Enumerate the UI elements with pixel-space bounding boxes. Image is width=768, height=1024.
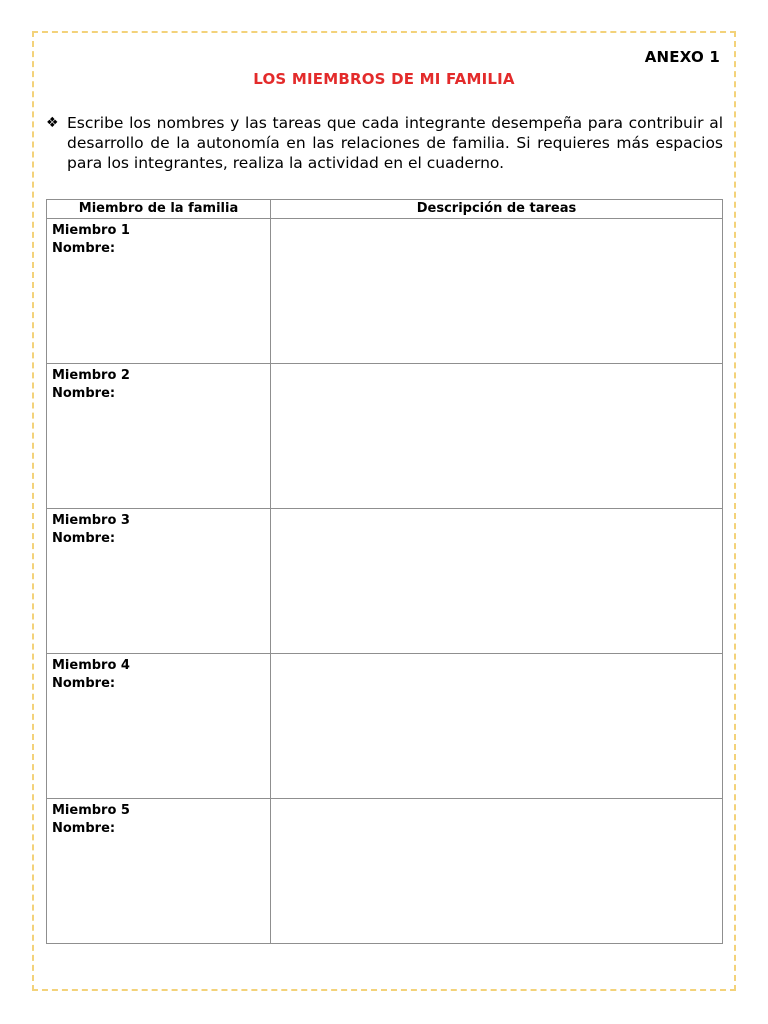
table-row xyxy=(47,509,723,654)
member-label: Miembro 4 xyxy=(52,658,130,673)
member-cell[interactable] xyxy=(47,364,271,509)
member-cell[interactable] xyxy=(47,219,271,364)
name-label: Nombre: xyxy=(52,531,116,546)
header-description: Descripción de tareas xyxy=(271,200,723,219)
member-cell[interactable] xyxy=(47,509,271,654)
member-cell[interactable] xyxy=(47,654,271,799)
annex-label: ANEXO 1 xyxy=(644,48,720,66)
member-label: Miembro 3 xyxy=(52,513,130,528)
description-cell[interactable] xyxy=(271,364,723,509)
table-row xyxy=(47,364,723,509)
page-title: LOS MIEMBROS DE MI FAMILIA xyxy=(253,70,515,88)
header-member: Miembro de la familia xyxy=(47,200,271,219)
description-cell[interactable] xyxy=(271,799,723,944)
instruction-paragraph xyxy=(46,113,723,173)
name-label: Nombre: xyxy=(52,386,116,401)
table-row xyxy=(47,799,723,944)
member-label: Miembro 5 xyxy=(52,803,130,818)
name-label: Nombre: xyxy=(52,821,116,836)
diamond-bullet-icon: ❖ xyxy=(46,115,59,131)
name-label: Nombre: xyxy=(52,241,116,256)
table-header-row xyxy=(47,200,723,219)
family-members-table xyxy=(46,199,723,944)
table-row xyxy=(47,219,723,364)
description-cell[interactable] xyxy=(271,654,723,799)
instruction-text: Escribe los nombres y las tareas que cada integrante desempeña para contribuir al desarrollo de la autonomía en las relaciones de familia. Si requieres más espacios para los integrantes, realiza la actividad en el cuaderno. xyxy=(67,114,723,172)
name-label: Nombre: xyxy=(52,676,116,691)
member-label: Miembro 2 xyxy=(52,368,130,383)
member-cell[interactable] xyxy=(47,799,271,944)
description-cell[interactable] xyxy=(271,219,723,364)
member-label: Miembro 1 xyxy=(52,223,130,238)
description-cell[interactable] xyxy=(271,509,723,654)
table-row xyxy=(47,654,723,799)
